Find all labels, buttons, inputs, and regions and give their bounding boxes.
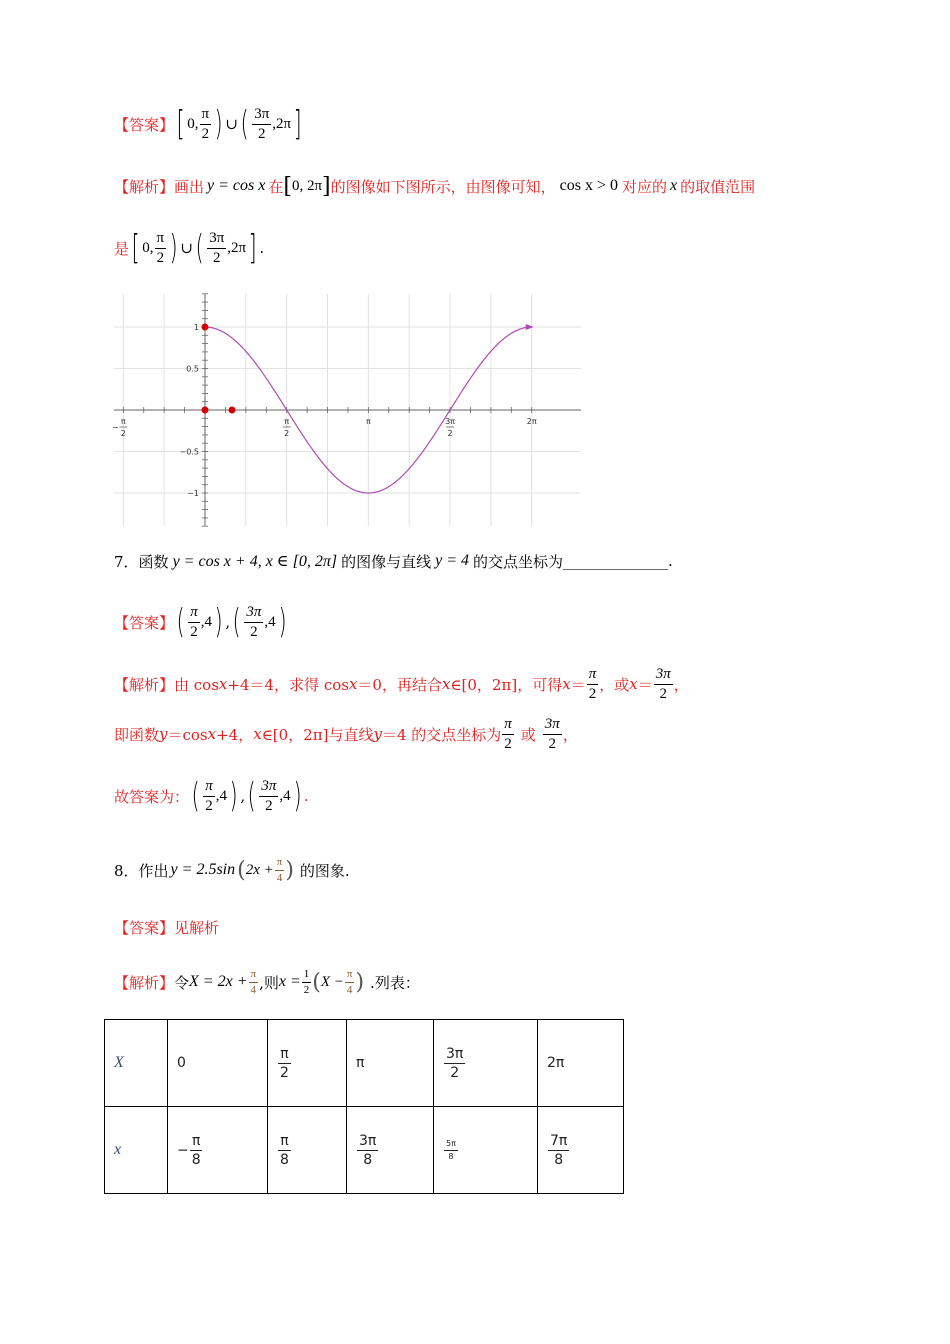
math-y: y xyxy=(159,725,168,743)
data-point xyxy=(229,407,236,414)
answer-label: 【答案】 xyxy=(114,613,175,632)
text: 的交点坐标为 xyxy=(473,552,564,571)
text: ∈[0，2π]与直线 xyxy=(261,725,374,744)
text: ＝cos xyxy=(167,725,208,744)
frac-den: 2 xyxy=(258,125,266,142)
text: 的取值范围 xyxy=(680,177,756,196)
text: 由 cos xyxy=(174,675,219,694)
answer-label: 【答案】 xyxy=(114,918,175,937)
text: 或 xyxy=(520,725,536,744)
frac-num: 3π xyxy=(252,107,271,125)
math-x: x xyxy=(348,675,358,693)
y-tick-label: 0.5 xyxy=(186,364,199,374)
text: 是 xyxy=(114,239,130,258)
period: . xyxy=(668,552,673,570)
math-x: x xyxy=(207,725,217,743)
frac-den: 2 xyxy=(156,249,165,266)
text: ，或 xyxy=(599,675,630,694)
equals: ＝ xyxy=(570,675,586,694)
x-tick-label-num: 3π xyxy=(445,417,455,426)
math-inner: 2x + xyxy=(245,861,274,878)
math-x: x xyxy=(253,725,262,743)
union-symbol: ∪ xyxy=(225,115,238,133)
math-X: X − xyxy=(320,973,344,990)
cell-frac: $\frac{3\pi}{8}$ xyxy=(359,1132,377,1168)
cell-frac: $\frac{5\pi}{8}$ xyxy=(446,1138,456,1161)
analysis-label: 【解析】 xyxy=(114,973,175,992)
text: 的图像如下图所示，由图像可知， xyxy=(330,177,556,196)
table-cell xyxy=(347,1107,434,1194)
frac-num: 3π xyxy=(207,231,226,249)
frac-den: 4 xyxy=(346,983,353,996)
math-line: y = 4 xyxy=(435,552,470,569)
frac-den: 2 xyxy=(588,685,597,702)
math-y: y xyxy=(373,725,382,743)
x-tick-label-num: π xyxy=(284,417,290,426)
cell-frac: $\frac{\pi}{8}$ xyxy=(280,1132,289,1168)
cell-frac: $\frac{\pi}{2}$ xyxy=(280,1045,289,1081)
text: 函数 xyxy=(138,552,169,571)
frac-den: 4 xyxy=(276,871,283,884)
q6-analysis-line2: 是 [ 0, $\frac{\pi}{2}$ ) ∪ ( $\frac{3\pi}{2}$ ,2π ] . xyxy=(114,228,265,268)
equals: ＝ xyxy=(637,675,653,694)
text: ， xyxy=(562,725,578,744)
interval-end: ,2π xyxy=(272,115,292,132)
frac-den: 2 xyxy=(504,735,512,752)
period: . xyxy=(303,787,309,805)
analysis-label: 【解析】 xyxy=(114,177,175,196)
frac-num: π xyxy=(275,857,285,871)
coord-y: ,4 xyxy=(264,613,276,630)
frac-num: π xyxy=(587,667,599,685)
cell-value: π xyxy=(356,1055,365,1071)
frac-den: 2 xyxy=(659,685,667,702)
frac-num: π xyxy=(203,779,215,797)
math-x: x = xyxy=(278,973,301,990)
math-x: x xyxy=(562,675,571,693)
table-cell xyxy=(347,1020,434,1107)
frac-num: 3π xyxy=(244,605,263,623)
x-tick-label-sign: − xyxy=(111,423,119,432)
x-tick-label-den: 2 xyxy=(120,429,126,438)
q7-question xyxy=(114,548,673,574)
frac-den: 2 xyxy=(213,249,221,266)
table-row xyxy=(105,1020,624,1107)
text: 的图象. xyxy=(299,861,350,880)
table-cell: x xyxy=(105,1107,168,1194)
text: ＝4 的交点坐标为 xyxy=(381,725,502,744)
table-cell xyxy=(434,1107,538,1194)
cell-value: 2π xyxy=(547,1055,565,1071)
frac-num: π xyxy=(502,717,514,735)
x-tick-label-den: 2 xyxy=(447,429,453,438)
q8-analysis: 【解析】 令 X = 2x + $\frac{\pi}{4}$ ,则 x = $\frac{1}{2}$ ( X − $\frac{\pi}{4}$ ) .列表： xyxy=(114,967,420,996)
text: ,则 xyxy=(259,973,279,992)
union-symbol: ∪ xyxy=(180,239,193,257)
q7-answer: 【答案】 ( $\frac{\pi}{2}$ ,4 ) , ( $\frac{3\pi}{2}$ ,4 ) xyxy=(114,602,287,642)
comma: , xyxy=(225,613,231,631)
interval-start: 0, xyxy=(187,115,199,132)
frac-den: 2 xyxy=(205,797,213,814)
text: ， xyxy=(673,675,689,694)
math-func: y = cos x xyxy=(207,177,266,194)
question-number: 7． xyxy=(114,552,139,571)
coord-y: ,4 xyxy=(200,613,213,630)
frac-den: 2 xyxy=(548,735,557,752)
q7-analysis-line1 xyxy=(114,660,689,708)
text: 令 xyxy=(174,973,190,992)
y-tick-label: −1 xyxy=(187,489,199,498)
text: 对应的 xyxy=(622,177,668,196)
q7-analysis-line2 xyxy=(114,710,578,758)
q6-answer-line: 【答案】 [ 0, $\frac{\pi}{2}$ ) ∪ ( $\frac{3\pi}{2}$ ,2π ] xyxy=(114,104,302,144)
text: 故答案为： xyxy=(114,787,190,806)
answer-label: 【答案】 xyxy=(114,115,175,134)
x-tick-label-den: 2 xyxy=(284,429,290,438)
cell-frac: $\frac{\pi}{8}$ xyxy=(191,1132,201,1168)
answer-blank: ______________ xyxy=(563,552,669,570)
text: +4， xyxy=(216,725,254,744)
analysis-label: 【解析】 xyxy=(114,675,175,694)
math-interval: 0, 2π xyxy=(291,177,323,194)
math-cond: cos x > 0 xyxy=(559,177,619,194)
math-X: X = 2x + xyxy=(189,973,248,990)
text: 画出 xyxy=(174,177,205,196)
math-x: x xyxy=(441,675,451,693)
frac-num: 3π xyxy=(259,779,278,797)
math-x: x xyxy=(218,675,228,693)
table-cell xyxy=(268,1107,347,1194)
math-x: x xyxy=(629,675,638,693)
x-tick-label: π xyxy=(365,417,371,426)
frac-num: π xyxy=(188,605,200,623)
period: . xyxy=(259,239,265,257)
table-cell xyxy=(538,1107,624,1194)
interval-start: 0, xyxy=(142,239,154,256)
frac-num: 3π xyxy=(543,717,562,735)
table-cell xyxy=(538,1020,624,1107)
q6-analysis-line1: 【解析】 画出 y = cos x 在 [ 0, 2π ] 的图像如下图所示，由图像可知， cos x > 0 对应的 x 的取值范围 xyxy=(114,173,756,199)
frac-den: 2 xyxy=(250,623,258,640)
cell-value: 0 xyxy=(177,1055,186,1071)
y-tick-label: 1 xyxy=(193,323,199,332)
table-cell: X xyxy=(105,1020,168,1107)
interval-end: ,2π xyxy=(227,239,247,256)
q8-answer xyxy=(114,914,219,940)
text: 即函数 xyxy=(114,725,160,744)
x-tick-label: 2π xyxy=(526,417,537,426)
coord-y: ,4 xyxy=(279,787,291,804)
math-x: x xyxy=(670,177,678,194)
curve-arrow xyxy=(526,324,534,330)
frac-den: 2 xyxy=(265,797,273,814)
table-cell xyxy=(434,1020,538,1107)
text: ∈[0，2π]，可得 xyxy=(450,675,563,694)
frac-den: 2 xyxy=(303,983,310,996)
text: ＝0，再结合 xyxy=(357,675,442,694)
frac-num: 1 xyxy=(302,969,312,983)
table-cell xyxy=(168,1020,268,1107)
comma: , xyxy=(240,787,246,805)
cosine-chart xyxy=(110,290,585,530)
frac-den: 4 xyxy=(250,983,257,996)
frac-den: 2 xyxy=(201,125,210,142)
data-point xyxy=(202,407,209,414)
table-row xyxy=(105,1107,624,1194)
math-func: y = cos x + 4, x ∈ [0, 2π] xyxy=(172,553,338,570)
question-number: 8．作出 xyxy=(114,861,169,880)
text: .列表： xyxy=(370,973,420,992)
frac-num: π xyxy=(345,969,355,983)
frac-num: π xyxy=(200,107,212,125)
table-cell: − $\frac{\pi}{8}$ xyxy=(168,1107,268,1194)
frac-num: π xyxy=(249,969,259,983)
data-point xyxy=(202,324,209,331)
y-tick-label: −0.5 xyxy=(179,447,199,457)
frac-den: 2 xyxy=(190,623,198,640)
x-tick-label-num: π xyxy=(120,417,126,426)
value-table xyxy=(104,1019,624,1194)
q7-analysis-line3: 故答案为： ( $\frac{\pi}{2}$ ,4 ) , ( $\frac{3\pi}{2}$ ,4 ) . xyxy=(114,776,309,816)
cell-frac: $\frac{7\pi}{8}$ xyxy=(550,1132,568,1168)
frac-num: 3π xyxy=(654,667,673,685)
text: +4＝4，求得 cos xyxy=(227,675,349,694)
text: 在 xyxy=(268,177,284,196)
coord-y: ,4 xyxy=(215,787,228,804)
table-cell xyxy=(268,1020,347,1107)
answer-text: 见解析 xyxy=(174,918,220,937)
q8-question: 8．作出 y = 2.5sin ( 2x + $\frac{\pi}{4}$ ) 的图象. xyxy=(114,855,350,884)
frac-num: π xyxy=(155,231,167,249)
math-func: y = 2.5sin xyxy=(170,861,236,878)
cell-frac: $\frac{3\pi}{2}$ xyxy=(446,1045,464,1081)
text: 的图像与直线 xyxy=(341,552,432,571)
